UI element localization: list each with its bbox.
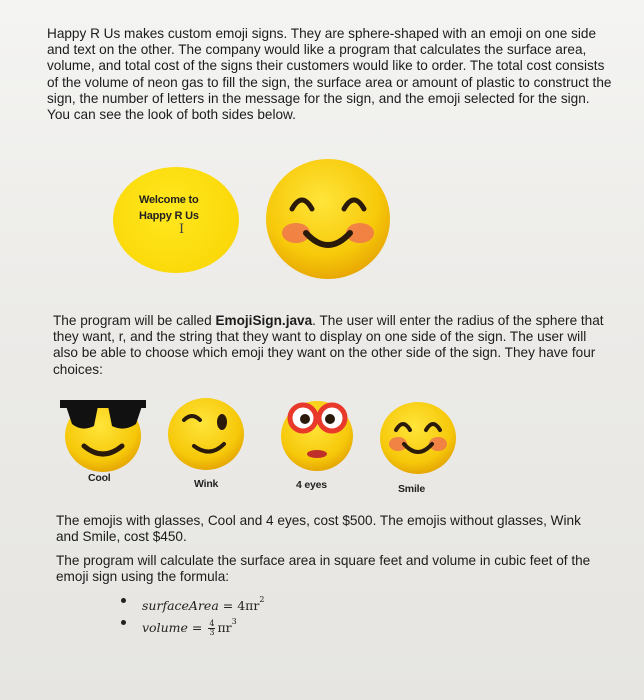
emoji-side-sign-icon <box>262 155 394 285</box>
surface-exponent: 2 <box>259 595 265 604</box>
program-text-prefix: The program will be called <box>53 313 216 328</box>
volume-equals: = <box>191 620 203 635</box>
emoji-label-smile: Smile <box>398 483 426 495</box>
volume-rhs: πr <box>217 620 232 635</box>
sign-message <box>139 192 199 224</box>
text-cursor-icon: I <box>179 222 185 237</box>
program-paragraph <box>53 313 609 378</box>
intro-paragraph: Happy R Us makes custom emoji signs. They are sphere-shaped with an emoji on one side and text on the other. The company would like a program that calculates the surface area, volume, and total cost of the signs their customers would like to order. The total cost consists of the volume of neon gas to fill the sign, the surface area or amount of plastic to construct the sign, the number of letters in the message for the sign, and the emoji selected for the sign. You can see the look of both sides below. <box>47 26 612 123</box>
sunglasses-emoji-icon <box>58 392 148 474</box>
surface-area-rhs: 4πr <box>237 598 260 613</box>
program-text-suffix: . The user will enter the radius of the sphere that they want, r, and the string that they want to display on one side of the sign. The user will also be able to choose which emoji they want on the other side of the sign. They have four choices: <box>53 313 604 377</box>
volume-label: volume <box>142 620 188 635</box>
wink-emoji-icon <box>164 392 248 472</box>
sign-message-line1: Welcome to <box>139 194 199 206</box>
smile-emoji-icon <box>376 398 460 478</box>
surface-area-label: surfaceArea <box>142 598 219 613</box>
program-filename: EmojiSign.java <box>215 313 313 328</box>
surface-area-formula <box>118 590 264 612</box>
volume-fraction <box>208 620 215 637</box>
fraction-denominator: 3 <box>209 628 215 637</box>
fraction-numerator: 4 <box>209 619 215 628</box>
surface-equals: = <box>222 598 234 613</box>
pricing-paragraph: The emojis with glasses, Cool and 4 eyes, cost $500. The emojis without glasses, Wink and Smile, cost $450. <box>56 513 581 545</box>
formula-list <box>118 590 265 637</box>
emoji-label-cool: Cool <box>88 472 111 484</box>
glasses-emoji-icon <box>272 392 362 474</box>
emoji-label-wink: Wink <box>194 478 219 490</box>
volume-formula <box>118 612 264 637</box>
sign-message-line2: Happy R Us <box>139 210 199 222</box>
volume-exponent: 3 <box>231 617 237 626</box>
emoji-label-4-eyes: 4 eyes <box>296 479 327 491</box>
formula-intro-paragraph: The program will calculate the surface area in square feet and volume in cubic feet of the emoji sign using the formula: <box>56 553 591 585</box>
